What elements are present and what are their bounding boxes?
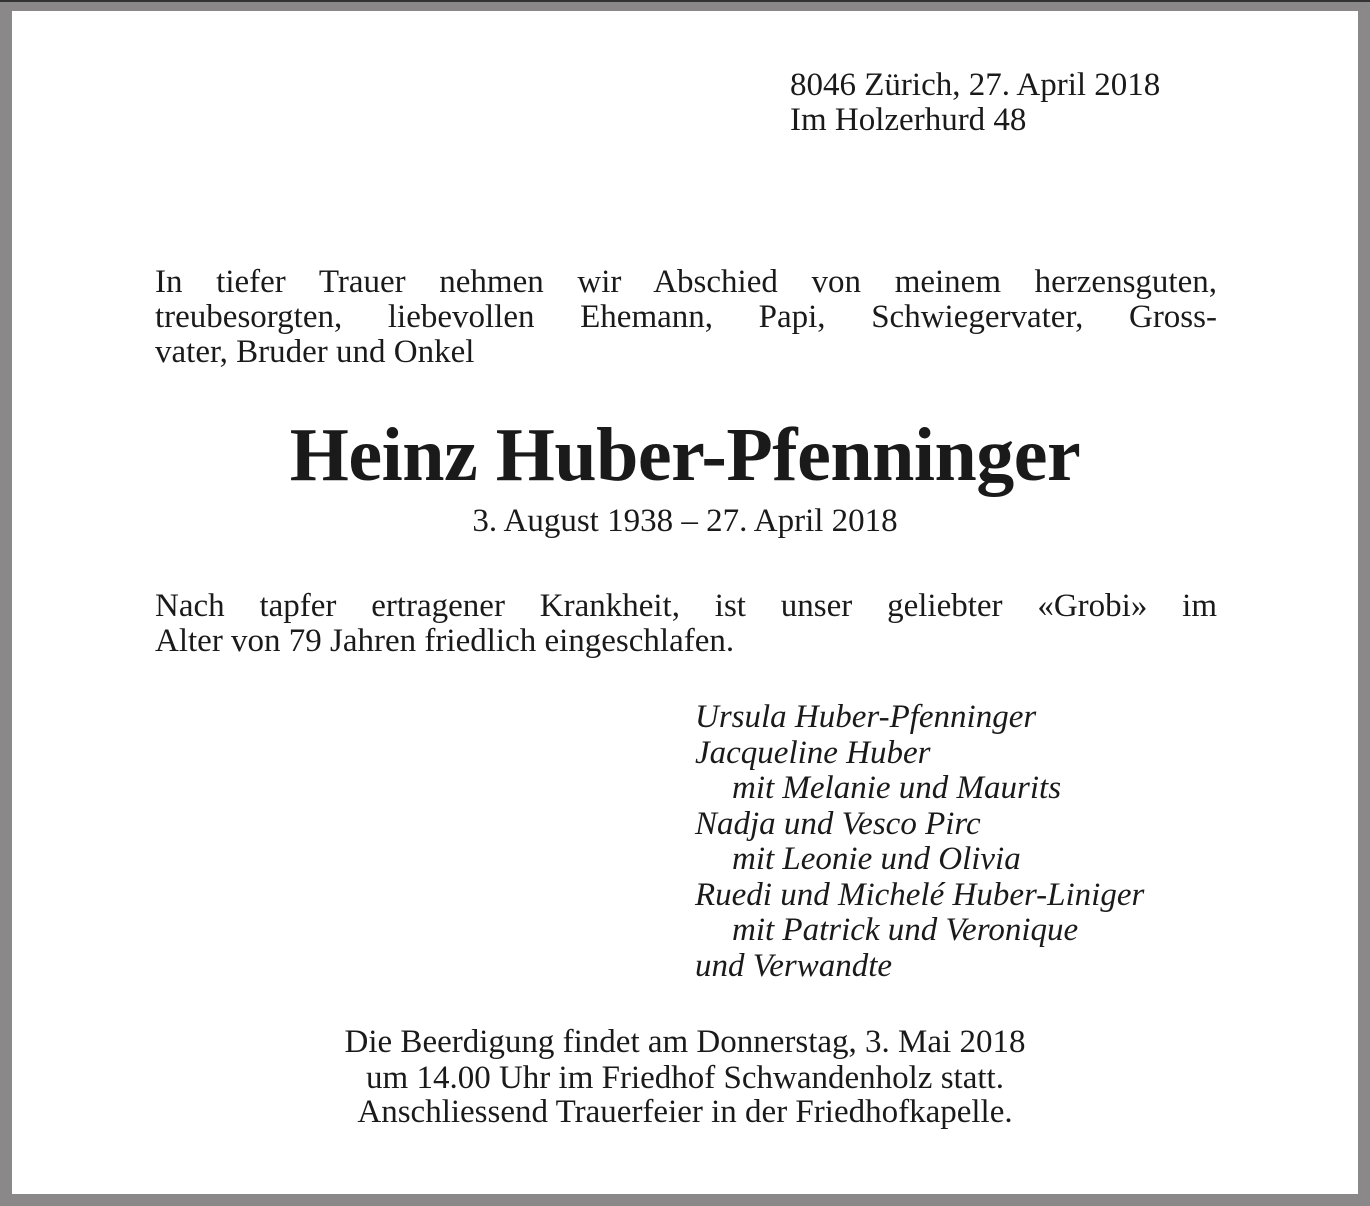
obituary-page <box>12 11 1358 1194</box>
mourner-children: mit Melanie und Maurits <box>732 770 1062 806</box>
life-dates: 3. August 1938 – 27. April 2018 <box>472 503 898 539</box>
funeral-line: Die Beerdigung findet am Donnerstag, 3. Mai 2018 <box>344 1024 1026 1060</box>
deceased-name: Heinz Huber-Pfenninger <box>289 413 1081 497</box>
funeral-line: Anschliessend Trauerfeier in der Friedhofkapelle. <box>357 1094 1013 1130</box>
funeral-line: um 14.00 Uhr im Friedhof Schwandenholz statt. <box>366 1060 1004 1096</box>
mourner: Ursula Huber-Pfenninger <box>695 699 1037 735</box>
mourner: Jacqueline Huber <box>695 735 931 771</box>
address-line: 8046 Zürich, 27. April 2018 <box>790 67 1161 103</box>
message-line: Nach tapfer ertragener Krankheit, ist unser geliebter «Grobi» im <box>155 588 1217 624</box>
window-top-border <box>0 0 1370 2</box>
mourner: und Verwandte <box>695 948 893 984</box>
intro-line: In tiefer Trauer nehmen wir Abschied von meinem herzensguten, <box>155 264 1217 300</box>
mourner: Nadja und Vesco Pirc <box>695 806 981 842</box>
message-line: Alter von 79 Jahren friedlich eingeschlafen. <box>155 623 735 659</box>
intro-line: vater, Bruder und Onkel <box>155 334 475 370</box>
address-line: Im Holzerhurd 48 <box>790 102 1027 138</box>
mourner-children: mit Leonie und Olivia <box>732 841 1021 877</box>
mourner-children: mit Patrick und Veronique <box>732 912 1079 948</box>
mourner: Ruedi und Michelé Huber-Liniger <box>695 877 1145 913</box>
intro-line: treubesorgten, liebevollen Ehemann, Papi, Schwiegervater, Gross- <box>155 299 1217 335</box>
